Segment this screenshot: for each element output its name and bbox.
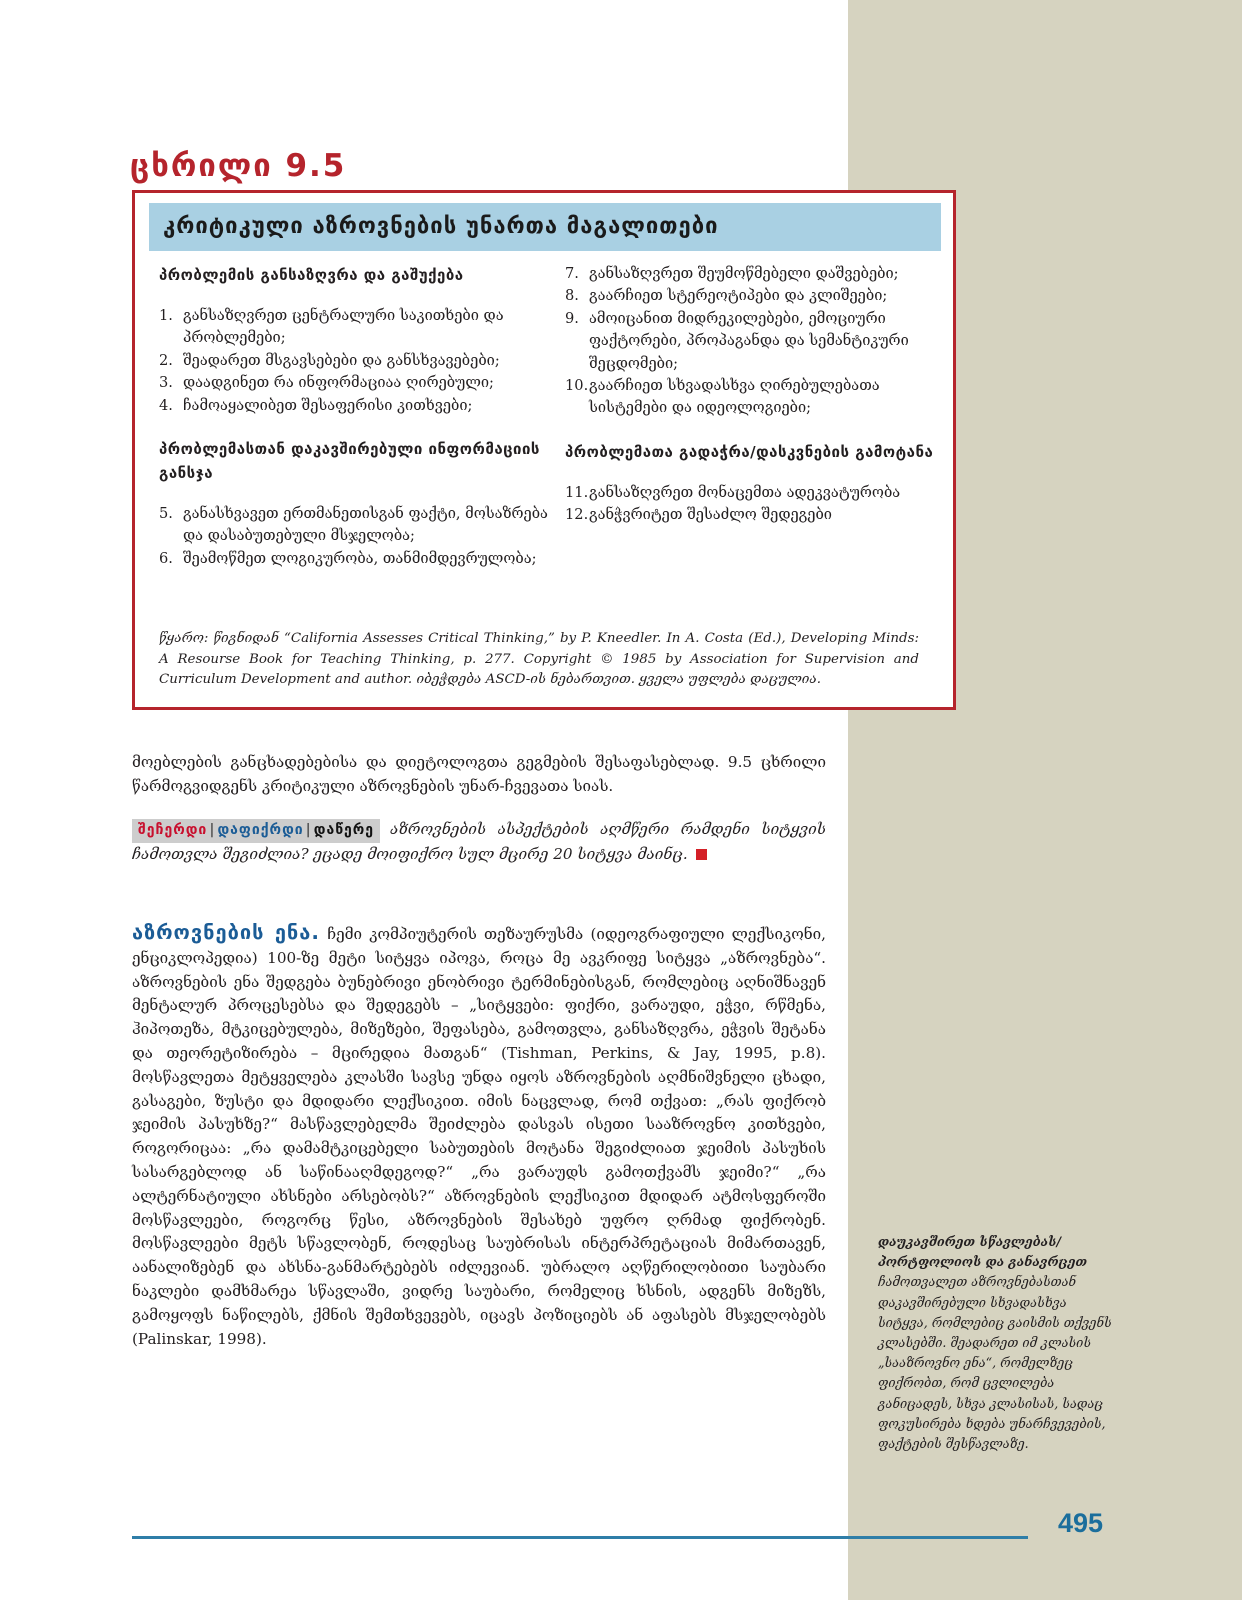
item-text: დაადგინეთ რა ინფორმაციაა ღირებული;: [183, 374, 494, 392]
page-number: 495: [1058, 1508, 1104, 1538]
section-heading: პრობლემასთან დაკავშირებული ინფორმაციის განსჯა: [159, 440, 540, 483]
item-number: 3.: [159, 374, 173, 392]
item-text: შეამოწმეთ ლოგიკურობა, თანმიმდევრულობა;: [183, 549, 537, 567]
item-number: 12.: [565, 506, 589, 524]
footer-rule: [132, 1536, 1028, 1539]
badge-think: დაფიქრდი: [217, 822, 304, 838]
item-text: განსაზღვრეთ შეუმოწმებელი დაშვებები;: [589, 265, 899, 282]
list-item: [159, 395, 549, 417]
item-text: განასხვავეთ ერთმანეთისგან ფაქტი, მოსაზრება და დასაბუთებული მსჯელობა;: [183, 505, 548, 545]
table-label: ცხრილი 9.5: [130, 148, 347, 184]
list-item: [159, 305, 549, 350]
item-text: შეადარეთ მსგავსებები და განსხვავებები;: [183, 351, 500, 369]
item-text: გაარჩიეთ სტერეოტიპები და კლიშეები;: [589, 287, 888, 305]
list-item: [565, 375, 935, 420]
item-number: 8.: [565, 287, 579, 305]
badge-separator: |: [305, 822, 312, 838]
list-item: [565, 263, 935, 285]
item-number: 10.: [565, 377, 589, 395]
list-item: [565, 482, 935, 504]
intro-paragraph: მოებლების განცხადებებისა და დიეტოლოგთა გეგმების შესაფასებლად. 9.5 ცხრილი წარმოგვიდგენს კრიტიკული აზროვნების უნარ-ჩვევათა სიას.: [132, 753, 826, 795]
language-of-thinking-paragraph: [132, 921, 826, 1351]
run-in-heading: აზროვნების ენა.: [132, 920, 320, 944]
badge-stop: შეჩერდი: [138, 822, 208, 838]
table-left-column: [159, 263, 549, 590]
item-text: განჭვრიტეთ შესაძლო შედეგები: [589, 506, 832, 524]
item-text: განსაზღვრეთ მონაცემთა ადეკვატურობა: [589, 483, 901, 501]
margin-note: [878, 1232, 1118, 1454]
list-item: [159, 372, 549, 394]
item-list: [159, 305, 549, 417]
list-item: [565, 285, 935, 307]
table-source-note: წყარო: წიგნიდან “California Assesses Critical Thinking,” by P. Kneedler. In A. Costa (Ed.), Developing Minds: A Resourse Book for Teaching Thinking, p. 277. Copyright © 1985 by Association for Supervision and Curriculum Development and author. იბეჭდება ASCD-ის ნებართვით. ყველა უფლება დაცულია.: [159, 631, 919, 687]
item-text: გაარჩიეთ სხვადასხვა ღირებულებათა სისტემები და იდეოლოგიები;: [589, 377, 880, 417]
item-number: 7.: [565, 265, 579, 282]
item-text: ჩამოაყალიბეთ შესაფერისი კითხვები;: [183, 396, 473, 414]
margin-note-heading: დაუკავშირეთ სწავლებას/ პორტფოლიოს და განავრცეთ: [878, 1234, 1087, 1270]
item-number: 5.: [159, 505, 173, 523]
item-number: 2.: [159, 351, 173, 369]
item-list: [565, 482, 935, 527]
list-item: [565, 308, 935, 375]
item-number: 4.: [159, 396, 173, 414]
margin-note-text: ჩამოთვალეთ აზროვნებასთან დაკავშირებული სხვადასხვა სიტყვა, რომლებიც გაისმის თქვენს კლასებში. შეადარეთ იმ კლასის „სააზროვნო ენა“, რომელზეც ფიქრობთ, რომ ცვლილება განიცადეს, სხვა კლასისას, სადაც ფოკუსირება ხდება უნარჩვევების, ფაქტების შესწავლაზე.: [878, 1274, 1112, 1452]
table-right-column: [565, 263, 935, 547]
list-item: [159, 548, 549, 570]
paragraph-text: ჩემი კომპიუტერის თეზაურუსმა (იდეოგრაფიული ლექსიკონი, ენციკლოპედია) 100-ზე მეტი სიტყვა იპოვა, როცა მე ავკრიფე სიტყვა „აზროვნება“. აზროვნების ენა შედგება ბუნებრივი ენობრივი ტერმინებისგან, რომლებიც აღნიშნავენ მენტალურ პროცესებსა და შედეგებს – „სიტყვები: ფიქრი, ვარაუდი, ეჭვი, რწმენა, ჰიპოთეზა, მტკიცებულება, მიზეზები, შეფასება, გამოთვლა, განსაზღვრა, ეჭვის შეტანა და თეორეტიზირება – მცირედია მათგან“ (Tishman, Perkins, & Jay, 1995, p.8). მოსწავლეთა მეტყველება კლასში სავსე უნდა იყოს აზროვნების აღმნიშვნელი ცხადი, გასაგები, ზუსტი და მდიდარი ლექსიკით. იმის ნაცვლად, რომ თქვათ: „რას ფიქრობ ჯეიმის პასუხზე?“ მასწავლებელმა შეიძლება დასვას ისეთი სააზროვნო კითხვები, როგორიცაა: „რა დამამტკიცებელი საბუთების მოტანა შეგიძლიათ ჯეიმის პასუხის სასარგებლოდ ან საწინააღმდეგოდ?“ „რა ვარაუდს გამოთქვამს ჯეიმი?“ „რა ალტერნატიული ახსნები არსებობს?“ აზროვნების ლექსიკით მდიდარ ატმოსფეროში მოსწავლეები, როგორც წესი, აზროვნების შესახებ უფრო ღრმად ფიქრობენ. მოსწავლეები მეტს სწავლობენ, როდესაც საუბრისას ინტერპრეტაციას მიმართავენ, აანალიზებენ და ახსნა-განმარტებებს იძლევიან. უბრალო აღწერილობითი საუბარი ნაკლები დამხმარეა სწავლაში, ვიდრე საუბარი, რომელიც ხსნის, ადგენს მიზეზს, გამოყოფს ნაწილებს, ქმნის შემთხვევებს, იცავს პოზიციებს ან აფასებს მსჯელობებს (Palinskar, 1998).: [132, 925, 826, 1348]
section-heading: პრობლემათა გადაჭრა/დასკვნების გამოტანა: [565, 442, 934, 461]
badge-write: დაწერე: [313, 822, 375, 838]
item-list: [565, 263, 935, 420]
section-heading: პრობლემის განსაზღვრა და გაშუქება: [159, 266, 464, 284]
item-number: 9.: [565, 309, 579, 327]
list-item: [565, 504, 935, 526]
list-item: [159, 350, 549, 372]
badge-separator: |: [209, 822, 216, 838]
end-square-icon: [696, 849, 707, 860]
list-item: [159, 503, 549, 548]
item-text: განსაზღვრეთ ცენტრალური საკითხები და პრობლემები;: [183, 307, 504, 347]
item-number: 11.: [565, 483, 589, 501]
table-box: [132, 190, 956, 710]
stop-think-write-badge: [132, 819, 380, 843]
item-text: ამოიცანით მიდრეკილებები, ემოციური ფაქტორები, პროპაგანდა და სემანტიკური შეცდომები;: [589, 309, 909, 372]
stop-think-write-paragraph: [132, 818, 826, 867]
stw-prompt-text: აზროვნების ასპექტების აღმწერი რამდენი სიტყვის ჩამოთვლა შეგიძლია? ეცადე მოიფიქრო სულ მცირე 20 სიტყვა მაინც.: [132, 820, 826, 863]
item-list: [159, 503, 549, 570]
item-number: 6.: [159, 549, 173, 567]
table-title: კრიტიკული აზროვნების უნართა მაგალითები: [149, 203, 941, 251]
item-number: 1.: [159, 307, 173, 324]
